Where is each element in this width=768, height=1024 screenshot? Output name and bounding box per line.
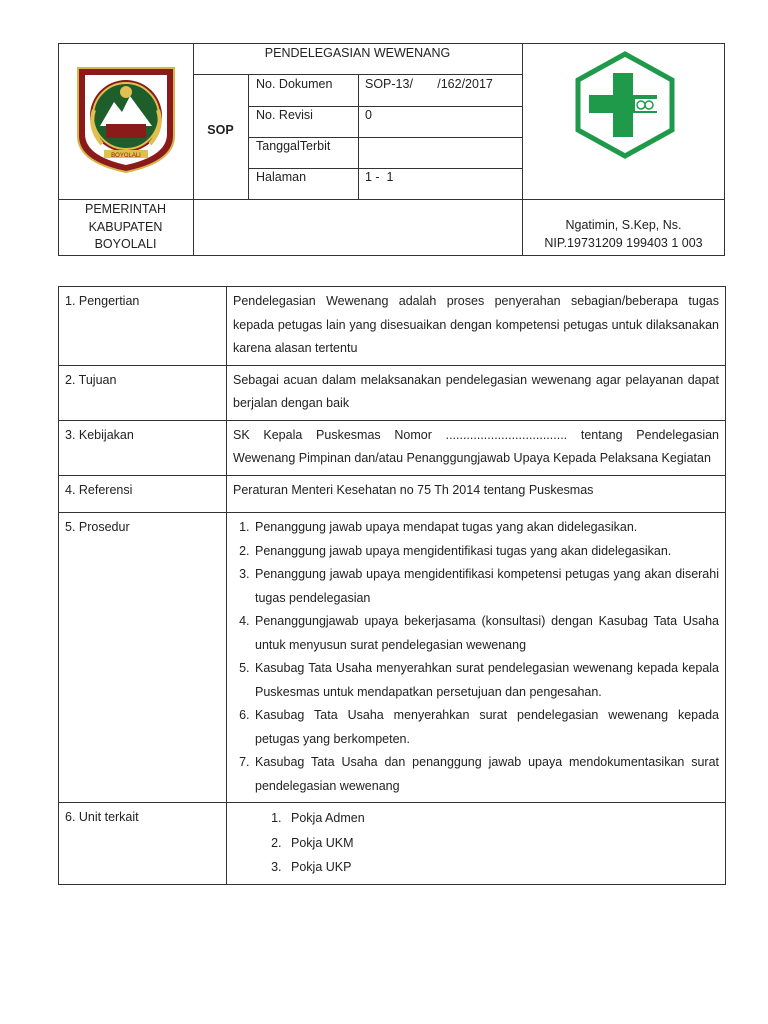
issue-date-label: TanggalTerbit	[256, 139, 331, 153]
procedure-step: 2. Penanggung jawab upaya mengidentifikasi tugas yang akan didelegasikan.	[253, 540, 719, 564]
table-row	[59, 513, 726, 803]
org-name	[58, 201, 193, 254]
org-line: PEMERINTAH	[84, 202, 167, 216]
section-text-referensi: Peraturan Menteri Kesehatan no 75 Th 2014 tentang Puskesmas	[227, 475, 726, 513]
emblem-label: BOYOLALI	[111, 153, 141, 159]
boyolali-emblem-icon	[76, 66, 176, 174]
section-label-prosedur: 5. Prosedur	[59, 513, 227, 803]
procedure-step: 1. Penanggung jawab upaya mendapat tugas yang akan didelegasikan.	[253, 516, 719, 540]
procedure-list	[233, 516, 719, 798]
section-label-tujuan: 2. Tujuan	[59, 365, 227, 420]
table-row	[59, 365, 726, 420]
section-text-tujuan: Sebagai acuan dalam melaksanakan pendelegasian wewenang agar pelayanan dapat berjalan dengan baik	[227, 365, 726, 420]
procedure-step: 7. Kasubag Tata Usaha dan penanggung jawab upaya mendokumentasikan surat pendelegasian wewenang	[253, 751, 719, 798]
procedure-step: 6. Kasubag Tata Usaha menyerahkan surat pendelegasian wewenang kepada petugas yang berkompeten.	[253, 704, 719, 751]
org-line: KABUPATEN	[88, 219, 163, 234]
signer-name: Ngatimin, S.Kep, Ns.	[565, 218, 682, 232]
section-text-kebijakan: SK Kepala Puskesmas Nomor ................................... tentang Pendelegasian Wewenang Pimpinan dan/atau Penanggungjawab Upaya Kepada Pelaksana Kegiatan	[227, 420, 726, 475]
table-row	[59, 420, 726, 475]
signer-block	[522, 217, 725, 252]
org-line: BOYOLALI	[94, 237, 157, 251]
table-row	[59, 803, 726, 885]
section-label-kebijakan: 3. Kebijakan	[59, 420, 227, 475]
procedure-step: 3. Penanggung jawab upaya mengidentifikasi kompetensi petugas yang akan diserahi tugas pendelegasian	[253, 563, 719, 610]
section-label-unit: 6. Unit terkait	[59, 803, 227, 885]
table-row	[59, 287, 726, 366]
revision-value: 0	[365, 108, 372, 122]
section-label-referensi: 4. Referensi	[59, 475, 227, 513]
unit-item: 2. Pokja UKM	[285, 831, 719, 856]
unit-list	[233, 806, 719, 880]
signer-nip: NIP.19731209 199403 1 003	[544, 235, 703, 250]
sop-label: SOP	[207, 123, 234, 137]
table-row	[59, 475, 726, 513]
sop-body-table	[58, 286, 726, 885]
unit-cell	[227, 803, 726, 885]
procedure-cell	[227, 513, 726, 803]
doc-number-label: No. Dokumen	[256, 77, 333, 91]
page-label: Halaman	[256, 170, 307, 184]
unit-item: 1. Pokja Admen	[285, 806, 719, 831]
revision-label: No. Revisi	[256, 108, 313, 122]
section-label-pengertian: 1. Pengertian	[59, 287, 227, 366]
unit-item: 3. Pokja UKP	[285, 855, 719, 880]
procedure-step: 5. Kasubag Tata Usaha menyerahkan surat pendelegasian wewenang kepada kepala Puskesmas untuk mendapatkan persetujuan dan pengesahan.	[253, 657, 719, 704]
doc-number-value: SOP-13/ /162/2017	[365, 77, 493, 91]
puskesmas-logo-icon	[573, 51, 677, 159]
sop-title: PENDELEGASIAN WEWENANG	[264, 46, 451, 60]
procedure-step: 4. Penanggungjawab upaya bekerjasama (konsultasi) dengan Kasubag Tata Usaha untuk menyusun surat pendelegasian wewenang	[253, 610, 719, 657]
section-text-pengertian: Pendelegasian Wewenang adalah proses penyerahan sebagian/beberapa tugas kepada petugas lain yang disesuaikan dengan kompetensi petugas untuk dilaksanakan karena alasan tertentu	[227, 287, 726, 366]
page-value: 1 - 1	[365, 170, 394, 184]
